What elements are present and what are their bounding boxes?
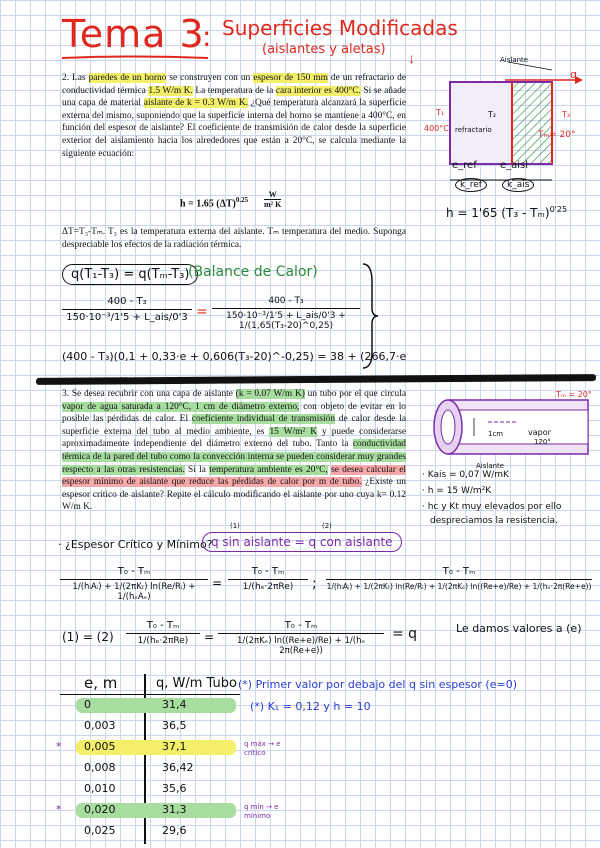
- balance-result: (400 - T₃)(0,1 + 0,33·e + 0,606(T₃-20)^-0,25) = 38 + (266,7·e: [62, 350, 407, 363]
- row-q: 36,5: [162, 719, 187, 732]
- refractario-label: refractario: [455, 126, 492, 134]
- wall-diagram: [420, 62, 595, 227]
- pipe-diagram: [418, 392, 598, 462]
- table-row: [56, 737, 281, 758]
- pipe-aislante-label: Aislante: [476, 462, 505, 470]
- row-e: 0,020: [84, 803, 116, 816]
- table-header-e: e, m: [84, 674, 118, 692]
- formula-q-no-insulation: T₀ - Tₘ 1/(hₑ·2πRe): [228, 566, 308, 592]
- formula-q-with-insulation: T₀ - Tₘ 1/(hᵢAᵢ) + 1/(2πKₜ) ln(Re/Rᵢ) + 1/(2πKₑ) ln((Re+e)/Re) + 1/(hₑ·2π(Re+e)): [326, 566, 592, 591]
- row-e: 0,003: [84, 719, 116, 732]
- pipe-temp-label: 120°: [534, 438, 551, 446]
- row-mark: *: [56, 740, 62, 753]
- problem-2-equation-units: W m² K: [264, 190, 282, 209]
- table-row: [60, 758, 240, 779]
- row-e: 0,010: [84, 782, 116, 795]
- title-subtitle-2: (aislantes y aletas): [262, 42, 386, 57]
- formula-q-no-insulation-full: T₀ - Tₘ 1/(hᵢAᵢ) + 1/(2πKₜ) ln(Re/Rᵢ) + 1/(hₑAₑ): [60, 566, 208, 602]
- question-label: · ¿Espesor Crítico y Mínimo?: [58, 538, 213, 551]
- equality-right: T₀ - Tₘ 1/(2πKₑ) ln((Re+e)/Re) + 1/(hₑ 2π(Re+e)): [218, 620, 384, 656]
- t2-label: T₂: [488, 110, 497, 119]
- row-e: 0,025: [84, 824, 116, 837]
- row-e: 0,005: [84, 740, 116, 753]
- results-table: [56, 674, 281, 842]
- table-row: [56, 800, 279, 821]
- right-brace-icon: [360, 262, 380, 370]
- title-underline: [60, 55, 210, 61]
- row-q: 31,4: [162, 698, 187, 711]
- pipe-note-3: · hc y Kt muy elevados por ello: [422, 502, 562, 512]
- heat-flow-label: q: [570, 68, 577, 81]
- balance-label: (Balance de Calor): [188, 264, 318, 280]
- note-star-1: (*) Primer valor por debajo del q sin espesor (e=0): [238, 678, 517, 691]
- equality-label: (1) = (2): [62, 630, 114, 644]
- equality-left: T₀ - Tₘ 1/(hₑ·2πRe): [126, 620, 200, 646]
- label-2: (2): [322, 522, 332, 530]
- t1-label: T₁: [436, 108, 445, 117]
- assign-values-note: Le damos valores a (e): [456, 622, 582, 635]
- balance-left-fraction: 400 - T₃ 150·10⁻³/1'5 + L_ais/0'3: [62, 296, 192, 323]
- table-row: [60, 695, 240, 716]
- problem-2-note: ΔT=T₃-Tₘ. T₃ es la temperatura externa del aislante. Tₘ temperatura del medio. Suponga despreciable los efectos de la radiación térmica.: [62, 227, 406, 250]
- equals-q: = q: [392, 626, 418, 642]
- table-header-q: q, W/m Tubo: [156, 676, 237, 691]
- pipe-note-2: · h = 15 W/m²K: [422, 486, 492, 496]
- table-row: [60, 779, 240, 800]
- table-row: [60, 821, 240, 842]
- question-box: q sin aislante = q con aislante: [202, 532, 402, 552]
- title-colon: :: [202, 20, 212, 53]
- note-k-h: (*) K₁ = 0,12 y h = 10: [250, 700, 371, 713]
- separator: ;: [312, 576, 317, 592]
- arrow-down-icon: ↓: [408, 52, 415, 67]
- row-q: 31,3: [162, 803, 187, 816]
- pipe-note-4: despreciamos la resistencia.: [430, 516, 558, 526]
- eref-label: e_ref: [452, 160, 477, 171]
- kais-label: k_ais: [502, 178, 534, 192]
- row-mark: *: [56, 803, 62, 816]
- t3-label: T₃: [562, 110, 571, 119]
- balance-equation: q(T₁-T₃) = q(Tₘ-T₃): [62, 264, 198, 285]
- table-row: [60, 716, 240, 737]
- tm-label: Tₘ= 20°: [538, 130, 576, 140]
- pipe-tm-label: Tₘ = 20°: [556, 390, 592, 399]
- problem-2-text: 2. Las paredes de un horno se construyen con un espesor de 150 mm de un refractario de conductividad térmica 1.5 W/m K. La temperatura de la cara interior es 400°C. Si se añade una capa de material aislante de k = 0.3 W/m K. ¿Qué temperatura alcanzará la superficie externa del mismo, suponiendo que la superficie interna del horno se mantiene a 400°C, en función del espesor de aislante? El coeficiente de transmisión de calor desde la superficie exterior del aislamiento hacia los alrededores que están a 20°C, se calcula mediante la siguiente ecuación:: [62, 73, 406, 159]
- t400-label: 400°C: [424, 124, 449, 133]
- row-side-note: q máx → e crítico: [244, 740, 281, 757]
- row-bg: [76, 698, 236, 713]
- row-q: 29,6: [162, 824, 187, 837]
- pipe-vapor-label: vapor: [528, 428, 551, 437]
- row-q: 36,42: [162, 761, 194, 774]
- problem-3-text: 3. Se desea recubrir con una capa de aislante (k = 0.07 W/m K) un tubo por el que circula vapor de agua saturada a 120°C, 1 cm de diámetro externo, con objeto de evitar en lo posible las pérdidas de calor. El coeficiente individual de transmisión de calor desde la superficie externa del tubo al medio ambiente, es 15 W/m² K y puede considerarse aproximadamente independiente del diámetro externo del tubo. Tanto la conductividad térmica de la pared del tubo como la convección interna se pueden considerar muy grandes respecto a las otras resistencias. Si la temperatura ambiente es 20°C, se desea calcular el espesor mínimo de aislante que reduce las pérdidas de calor por m de tubo. ¿Existe un espesor crítico de aislante? Repite el cálculo modificando el aislante por uno cuya k= 0.12 W/m K.: [62, 389, 407, 513]
- balance-right-fraction: 400 - T₃ 150·10⁻³/1'5 + L_ais/0'3 + 1/(1,65(T₃-20)^0,25): [212, 296, 360, 331]
- aislante-label: Aislante: [500, 56, 529, 64]
- pipe-note-1: · Kais = 0,07 W/mK: [422, 470, 509, 480]
- eaisl-label: e_aisl: [500, 160, 529, 171]
- row-side-note: q mín → e mínimo: [244, 803, 279, 820]
- row-e: 0,008: [84, 761, 116, 774]
- kref-label: k_ref: [455, 178, 487, 192]
- row-e: 0: [84, 698, 91, 711]
- label-1: (1): [230, 522, 240, 530]
- equals-sign-3: =: [204, 630, 215, 644]
- equals-sign-2: =: [212, 576, 223, 590]
- row-q: 35,6: [162, 782, 187, 795]
- equals-sign: =: [196, 304, 208, 320]
- problem-2-equation: h = 1.65 $(\Delta T)^{0.25}$: [180, 196, 249, 210]
- section-divider: [36, 374, 596, 385]
- pipe-diameter-label: 1cm: [488, 430, 504, 438]
- title-subtitle: Superficies Modificadas: [222, 16, 458, 40]
- page-title: Tema 3: [62, 12, 205, 56]
- h-formula: h = 1'65 (T₃ - Tₘ)$^{0'25}$: [446, 205, 568, 220]
- row-q: 37,1: [162, 740, 187, 753]
